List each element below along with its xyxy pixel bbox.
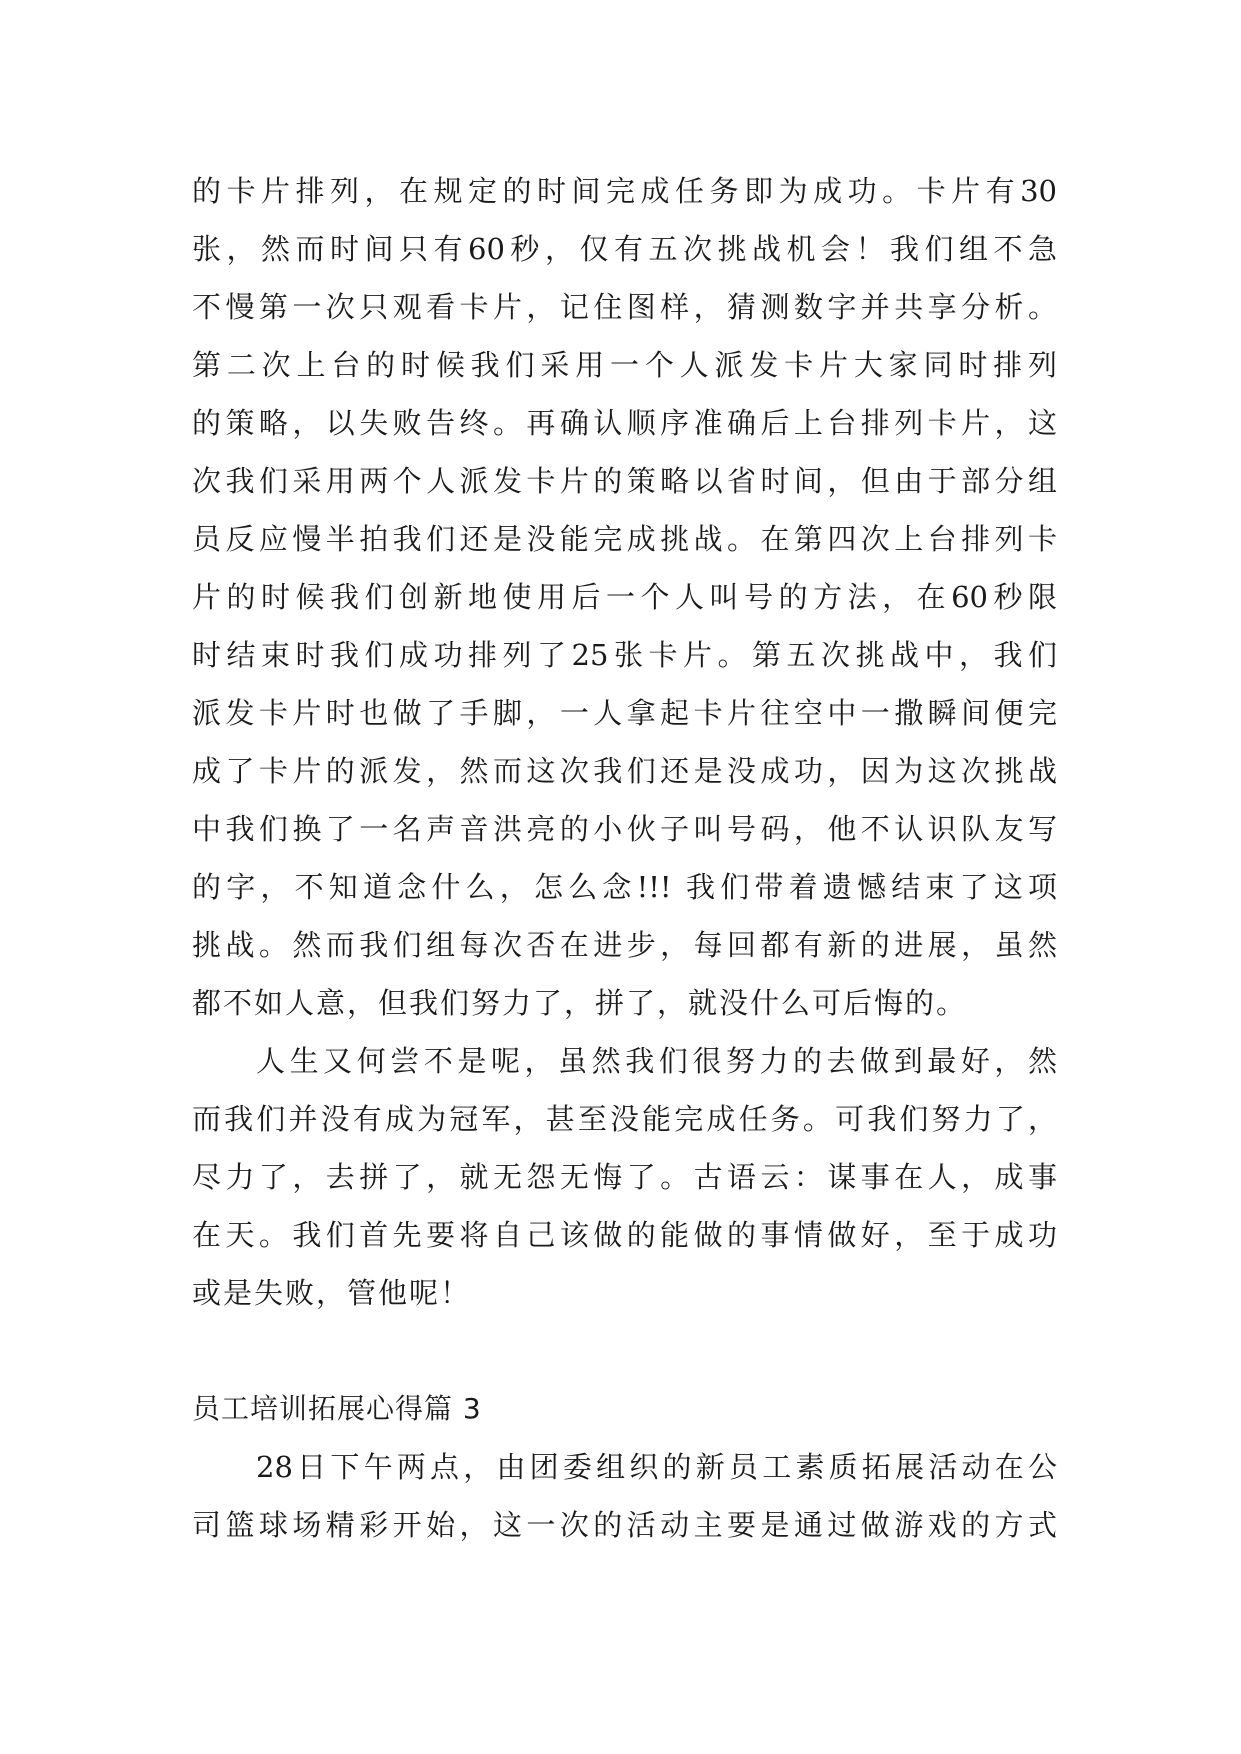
text-line: 次我们采用两个人派发卡片的策略以省时间，但由于部分组 (192, 464, 1057, 498)
document-body (192, 162, 1057, 1554)
section-heading: 员工培训拓展心得篇 3 (192, 1392, 482, 1425)
text-line: 挑战。然而我们组每次否在进步，每回都有新的进展，虽然 (192, 928, 1057, 962)
text-line: 人生又何尝不是呢，虽然我们很努力的去做到最好，然 (256, 1044, 1057, 1078)
text-line: 的策略，以失败告终。再确认顺序准确后上台排列卡片，这 (192, 406, 1057, 440)
section-spacer (192, 1322, 1057, 1380)
text-line: 中我们换了一名声音洪亮的小伙子叫号码，他不认识队友写 (192, 812, 1057, 846)
text-line: 或是失败，管他呢！ (192, 1276, 472, 1310)
text-line: 28日下午两点，由团委组织的新员工素质拓展活动在公 (256, 1450, 1057, 1484)
text-line: 不慢第一次只观看卡片，记住图样，猜测数字并共享分析。 (192, 290, 1057, 324)
paragraph-3 (192, 1438, 1057, 1554)
text-line: 尽力了，去拼了，就无怨无悔了。古语云：谋事在人，成事 (192, 1160, 1057, 1194)
text-line: 的字，不知道念什么，怎么念!!! 我们带着遗憾结束了这项 (192, 870, 1057, 904)
text-line: 员反应慢半拍我们还是没能完成挑战。在第四次上台排列卡 (192, 522, 1057, 556)
paragraph-2 (192, 1032, 1057, 1322)
text-line: 司篮球场精彩开始，这一次的活动主要是通过做游戏的方式 (192, 1508, 1057, 1542)
text-line: 片的时候我们创新地使用后一个人叫号的方法，在60秒限 (192, 580, 1057, 614)
paragraph-1 (192, 162, 1057, 1032)
text-line: 时结束时我们成功排列了25张卡片。第五次挑战中，我们 (192, 638, 1057, 672)
text-line: 派发卡片时也做了手脚，一人拿起卡片往空中一撒瞬间便完 (192, 696, 1057, 730)
text-line: 第二次上台的时候我们采用一个人派发卡片大家同时排列 (192, 348, 1057, 382)
text-line: 而我们并没有成为冠军，甚至没能完成任务。可我们努力了， (192, 1102, 1057, 1136)
text-line: 张，然而时间只有60秒，仅有五次挑战机会！我们组不急 (192, 232, 1057, 266)
text-line: 在天。我们首先要将自己该做的能做的事情做好，至于成功 (192, 1218, 1057, 1252)
text-line: 成了卡片的派发，然而这次我们还是没成功，因为这次挑战 (192, 754, 1057, 788)
text-line: 都不如人意，但我们努力了，拼了，就没什么可后悔的。 (192, 986, 968, 1020)
text-line: 的卡片排列，在规定的时间完成任务即为成功。卡片有30 (192, 174, 1057, 208)
